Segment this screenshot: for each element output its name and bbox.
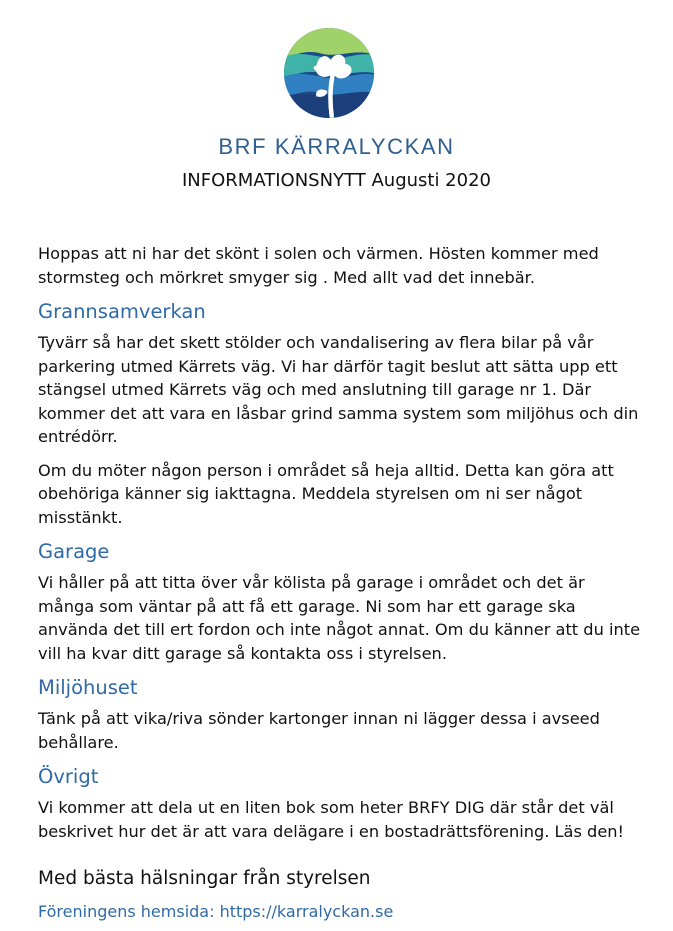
section-heading-garage: Garage (38, 540, 110, 563)
garage-paragraph: Vi håller på att titta över vår kölista på garage i området och det är många som väntar på att få ett garage. Ni som har ett garage ska använda det till ert fordon och inte något annat. Om du känner att du inte vill ha kvar ditt garage så kontakta oss i styrelsen. (38, 573, 641, 663)
section-heading-grannsamverkan: Grannsamverkan (38, 300, 206, 323)
newsletter-body (38, 242, 643, 853)
section-heading-miljohuset: Miljöhuset (38, 676, 138, 699)
grannsamverkan-paragraph-1: Tyvärr så har det skett stölder och vandalisering av flera bilar på vår parkering utmed Kärrets väg. Vi har därför tagit beslut att sätta upp ett stängsel utmed Kärrets väg och med anslutning till garage nr 1. Där kommer det att vara en låsbar grind samma system som miljöhus och din entrédörr. (38, 333, 639, 446)
brand-name: BRF KÄRRALYCKAN (218, 134, 455, 159)
ovrigt-paragraph: Vi kommer att dela ut en liten bok som heter BRFY DIG där står det väl beskrivet hur det är att vara delägare i en bostadrättsförening. Läs den! (38, 798, 625, 841)
closing-greeting: Med bästa hälsningar från styrelsen (38, 868, 371, 889)
website-link[interactable]: Föreningens hemsida: https://karralyckan.se (38, 902, 394, 921)
miljohuset-paragraph: Tänk på att vika/riva sönder kartonger innan ni lägger dessa i avseed behållare. (38, 709, 600, 752)
intro-paragraph: Hoppas att ni har det skönt i solen och värmen. Hösten kommer med stormsteg och mörkret smyger sig . Med allt vad det innebär. (38, 244, 599, 287)
flower-logo-icon (284, 28, 374, 118)
section-heading-ovrigt: Övrigt (38, 765, 99, 788)
grannsamverkan-paragraph-2: Om du möter någon person i området så heja alltid. Detta kan göra att obehöriga känner sig iakttagna. Meddela styrelsen om ni ser något misstänkt. (38, 460, 614, 527)
newsletter-title: INFORMATIONSNYTT Augusti 2020 (182, 170, 491, 191)
